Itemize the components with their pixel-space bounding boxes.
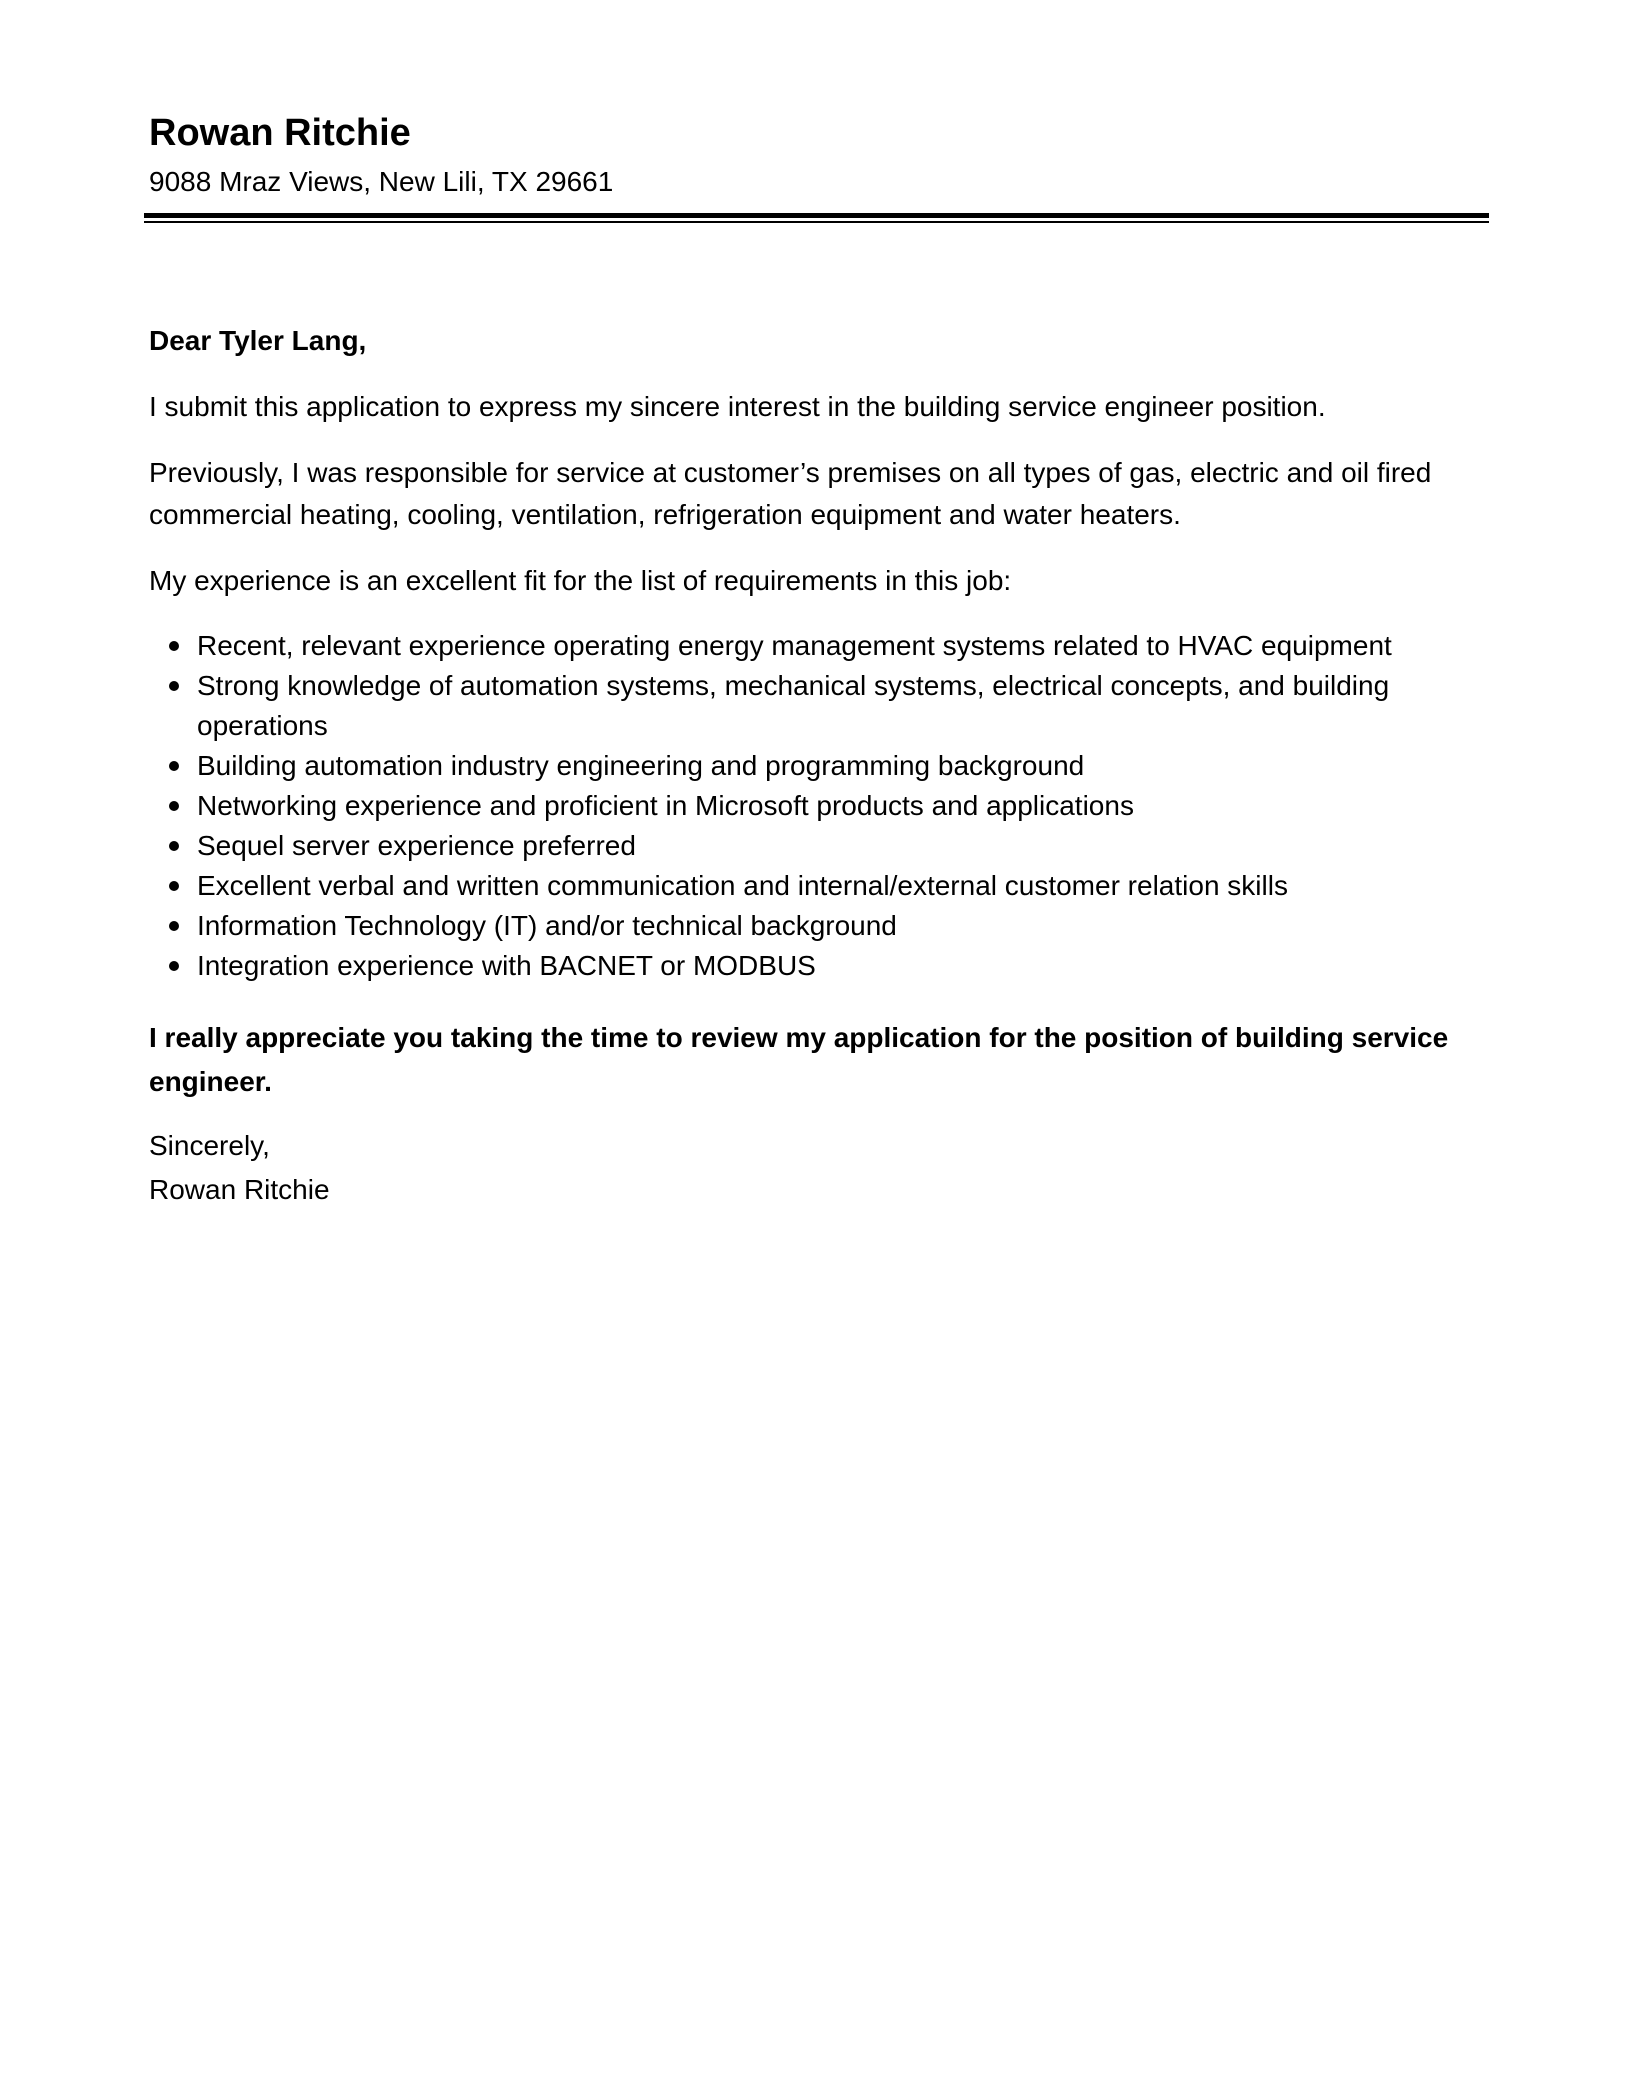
list-item (149, 746, 1449, 786)
list-item (149, 946, 1449, 986)
signature: Rowan Ritchie (149, 1174, 330, 1205)
requirement-text: Information Technology (IT) and/or technical background (197, 910, 897, 941)
header-divider-thin (144, 221, 1489, 223)
bullet-icon (169, 961, 179, 971)
requirement-text: Strong knowledge of automation systems, mechanical systems, electrical concepts, and building operations (197, 670, 1390, 741)
bullet-icon (169, 681, 179, 691)
intro-paragraph: I submit this application to express my sincere interest in the building service engineer position. (149, 391, 1326, 422)
bullet-icon (169, 761, 179, 771)
bullet-icon (169, 801, 179, 811)
sender-address: 9088 Mraz Views, New Lili, TX 29661 (149, 166, 614, 197)
list-item (149, 626, 1449, 666)
sender-name: Rowan Ritchie (149, 112, 411, 154)
list-item (149, 866, 1449, 906)
requirement-text: Networking experience and proficient in Microsoft products and applications (197, 790, 1134, 821)
requirements-intro: My experience is an excellent fit for the list of requirements in this job: (149, 565, 1012, 596)
requirement-text: Integration experience with BACNET or MODBUS (197, 950, 816, 981)
requirement-text: Sequel server experience preferred (197, 830, 636, 861)
list-item (149, 666, 1449, 746)
signoff: Sincerely, (149, 1130, 270, 1161)
salutation: Dear Tyler Lang, (149, 325, 367, 356)
bullet-icon (169, 841, 179, 851)
bullet-icon (169, 641, 179, 651)
requirement-text: Building automation industry engineering and programming background (197, 750, 1085, 781)
list-item (149, 826, 1449, 866)
closing-paragraph: I really appreciate you taking the time to review my application for the position of building service engineer. (149, 1022, 1449, 1097)
header-divider-thick (144, 213, 1489, 218)
bullet-icon (169, 881, 179, 891)
requirement-text: Recent, relevant experience operating energy management systems related to HVAC equipment (197, 630, 1392, 661)
requirements-list (149, 626, 1449, 986)
letter-header (149, 108, 1489, 202)
list-item (149, 906, 1449, 946)
letter-body (149, 320, 1449, 1212)
experience-paragraph: Previously, I was responsible for service at customer’s premises on all types of gas, electric and oil fired commercial heating, cooling, ventilation, refrigeration equipment and water heaters. (149, 457, 1432, 530)
list-item (149, 786, 1449, 826)
requirement-text: Excellent verbal and written communication and internal/external customer relation skills (197, 870, 1288, 901)
bullet-icon (169, 921, 179, 931)
